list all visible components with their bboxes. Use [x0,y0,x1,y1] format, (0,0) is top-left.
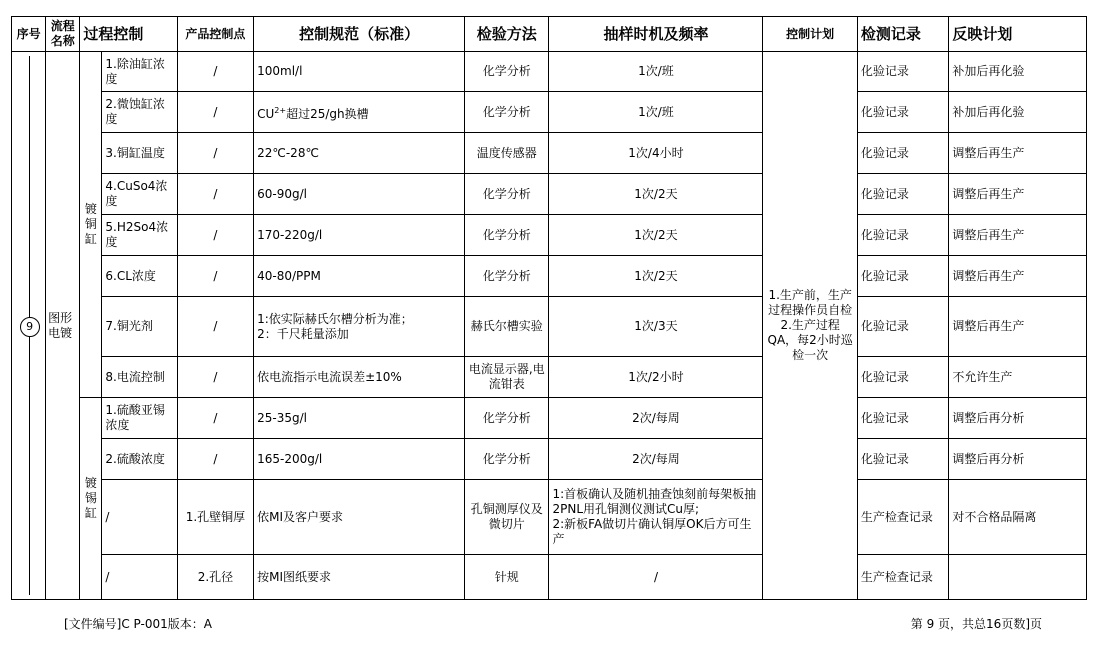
reaction-plan: 调整后再生产 [949,297,1087,357]
header-reaction-plan: 反映计划 [949,17,1087,52]
sampling-frequency: 1次/班 [549,52,763,92]
sampling-frequency: 2次/每周 [549,398,763,439]
inspection-method: 电流显示器,电流钳表 [465,357,549,398]
control-point: / [177,92,253,133]
record: 化验记录 [857,256,948,297]
table-row [12,215,1087,256]
group-tin-label-char: 镀 [84,476,97,490]
control-spec [254,92,465,133]
spec-rest: 超过25/gh换槽 [286,106,369,121]
sampling-frequency: 1次/2天 [549,174,763,215]
header-record: 检测记录 [857,17,948,52]
group-tin-label-char: 锡 [84,491,97,505]
header-sampling: 抽样时机及频率 [549,17,763,52]
inspection-method: 化学分析 [465,256,549,297]
process-item: 4.CuSo4浓度 [102,174,177,215]
header-inspection-method: 检验方法 [465,17,549,52]
control-spec: 25-35g/l [254,398,465,439]
table-row [12,398,1087,439]
sampling-frequency: 1次/2小时 [549,357,763,398]
record: 化验记录 [857,92,948,133]
process-item: 7.铜光剂 [102,297,177,357]
header-flow-name: 流程名称 [46,17,80,52]
reaction-plan: 调整后再生产 [949,215,1087,256]
record: 生产检查记录 [857,555,948,600]
reaction-plan: 补加后再化验 [949,52,1087,92]
table-row [12,439,1087,480]
table-row [12,555,1087,600]
reaction-plan: 补加后再化验 [949,92,1087,133]
control-spec: 40-80/PPM [254,256,465,297]
reaction-plan [949,555,1087,600]
control-spec: 依MI及客户要求 [254,480,465,555]
seq-cell [12,52,46,600]
control-spec: 按MI图纸要求 [254,555,465,600]
inspection-method: 化学分析 [465,92,549,133]
control-plan [763,52,857,600]
table-row [12,357,1087,398]
sampling-frequency: 2次/每周 [549,439,763,480]
control-point: / [177,52,253,92]
group-copper-tank [80,52,102,398]
record: 化验记录 [857,357,948,398]
control-spec: 依电流指示电流误差±10% [254,357,465,398]
control-point: 1.孔壁铜厚 [177,480,253,555]
process-item: 3.铜缸温度 [102,133,177,174]
sampling-frequency: 1:首板确认及随机抽查蚀刻前每架板抽2PNL用孔铜测仪测试Cu厚; 2:新板FA做切片确认铜厚OK后方可生产 [549,480,763,555]
record: 化验记录 [857,174,948,215]
record: 化验记录 [857,439,948,480]
sampling-frequency: 1次/4小时 [549,133,763,174]
inspection-method: 化学分析 [465,215,549,256]
inspection-method: 孔铜测厚仪及微切片 [465,480,549,555]
control-point: 2.孔径 [177,555,253,600]
process-item: 6.CL浓度 [102,256,177,297]
process-item: / [102,480,177,555]
control-point: / [177,439,253,480]
sampling-frequency: 1次/2天 [549,256,763,297]
sampling-frequency: / [549,555,763,600]
sampling-frequency: 1次/2天 [549,215,763,256]
process-item: 2.硫酸浓度 [102,439,177,480]
seq-number: 9 [20,317,40,337]
control-spec: 100ml/l [254,52,465,92]
table-row [12,480,1087,555]
record: 化验记录 [857,297,948,357]
control-point: / [177,133,253,174]
header-row [12,17,1087,52]
process-item: 5.H2So4浓度 [102,215,177,256]
reaction-plan: 调整后再生产 [949,256,1087,297]
record: 化验记录 [857,133,948,174]
spec-superscript: 2+ [274,105,287,115]
reaction-plan: 对不合格品隔离 [949,480,1087,555]
record: 生产检查记录 [857,480,948,555]
process-item: 1.硫酸亚锡浓度 [102,398,177,439]
control-spec: 60-90g/l [254,174,465,215]
control-spec: 22℃-28℃ [254,133,465,174]
header-product-control-point: 产品控制点 [177,17,253,52]
control-point: / [177,174,253,215]
control-spec: 1:依实际赫氏尔槽分析为准； 2：千尺耗量添加 [254,297,465,357]
group-copper-label-char: 缸 [84,232,97,246]
reaction-plan: 调整后再分析 [949,398,1087,439]
sampling-frequency: 1次/班 [549,92,763,133]
sampling-frequency: 1次/3天 [549,297,763,357]
inspection-method: 化学分析 [465,174,549,215]
table-row [12,297,1087,357]
inspection-method: 化学分析 [465,52,549,92]
flow-name: 图形电镀 [46,52,80,600]
reaction-plan: 调整后再生产 [949,133,1087,174]
document-number: [文件编号]C P-001版本：A [64,617,212,631]
header-control-plan: 控制计划 [763,17,857,52]
inspection-method: 针规 [465,555,549,600]
page-indicator: 第 9 页，共总16页数]页 [910,617,1042,631]
control-point: / [177,256,253,297]
process-item: 1.除油缸浓度 [102,52,177,92]
inspection-method: 化学分析 [465,439,549,480]
table-row [12,92,1087,133]
group-tin-label [80,476,101,521]
process-item: 8.电流控制 [102,357,177,398]
group-copper-label [80,202,101,247]
control-point: / [177,398,253,439]
inspection-method: 赫氏尔槽实验 [465,297,549,357]
process-item: / [102,555,177,600]
header-seq: 序号 [12,17,46,52]
table-row [12,52,1087,92]
header-control-spec: 控制规范（标准） [254,17,465,52]
header-process-control: 过程控制 [80,17,177,52]
record: 化验记录 [857,215,948,256]
table-row [12,256,1087,297]
group-tin-label-char: 缸 [84,506,97,520]
reaction-plan: 调整后再生产 [949,174,1087,215]
group-copper-label-char: 镀 [84,202,97,216]
control-point: / [177,215,253,256]
control-spec: 170-220g/l [254,215,465,256]
inspection-method: 化学分析 [465,398,549,439]
inspection-method: 温度传感器 [465,133,549,174]
spec-main: CU [257,106,275,121]
control-spec: 165-200g/l [254,439,465,480]
process-item: 2.微蚀缸浓度 [102,92,177,133]
record: 化验记录 [857,398,948,439]
table-row [12,133,1087,174]
group-tin-tank [80,398,102,600]
process-control-table [11,16,1087,600]
reaction-plan: 调整后再分析 [949,439,1087,480]
reaction-plan: 不允许生产 [949,357,1087,398]
control-plan-text: 1.生产前，生产过程操作员自检 2.生产过程QA，每2小时巡检一次 [767,288,853,362]
group-copper-label-char: 铜 [84,217,97,231]
control-point: / [177,357,253,398]
record: 化验记录 [857,52,948,92]
control-point: / [177,297,253,357]
table-row [12,174,1087,215]
